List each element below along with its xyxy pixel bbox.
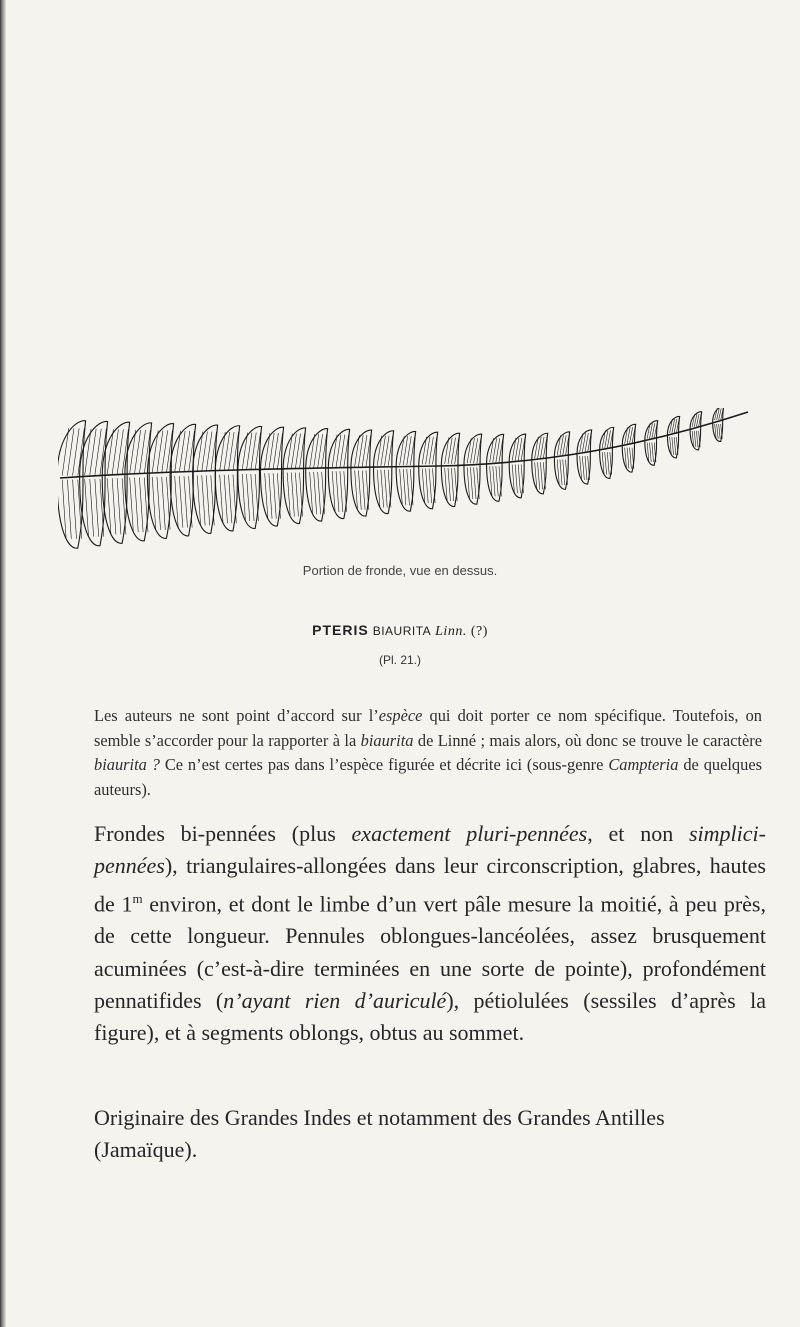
desc-unit-sup: m — [132, 890, 143, 906]
vein-line — [607, 452, 609, 474]
vein-line — [179, 476, 182, 528]
desc-text-1: Frondes bi-pennées (plus — [94, 821, 352, 846]
pinna-lower — [193, 473, 216, 533]
vein-line — [85, 429, 91, 475]
intro-italic-4: Campteria — [608, 755, 679, 774]
vein-line — [67, 480, 71, 539]
vein-line — [90, 479, 94, 537]
vein-line — [585, 433, 588, 452]
vein-line — [117, 478, 121, 534]
vein-line — [291, 473, 294, 517]
vein-line — [73, 428, 80, 475]
vein-line — [518, 438, 522, 461]
vein-line — [189, 476, 192, 528]
vein-line — [403, 469, 406, 505]
desc-italic-3: n’ayant rien d’auriculé — [223, 987, 447, 1013]
vein-line — [202, 431, 208, 471]
intro-text-3: de Linné ; mais alors, où donc se trouve le caractère — [413, 730, 762, 750]
vein-line — [448, 468, 450, 501]
vein-line — [470, 467, 472, 499]
vein-line — [255, 474, 258, 521]
vein-line — [139, 478, 143, 533]
vein-line — [162, 430, 168, 472]
intro-text-2: qui doit porter ce nom spécifique. Toutefois, on semble s’accorder pour la rapporter à la — [94, 706, 762, 750]
vein-line — [265, 433, 270, 469]
vein-line — [540, 437, 544, 458]
desc-text-2: , et non — [587, 821, 689, 846]
origin-paragraph — [94, 1102, 766, 1167]
intro-paragraph — [94, 704, 762, 802]
vein-line — [336, 471, 339, 512]
vein-line — [295, 473, 298, 517]
intro-text-1: Les auteurs ne sont point d’accord sur l’ — [94, 706, 379, 725]
vein-line — [355, 435, 360, 466]
vein-line — [652, 443, 654, 462]
vein-line — [540, 462, 542, 489]
vein-line — [493, 438, 497, 462]
pinna-lower — [283, 471, 304, 524]
plate-reference: (Pl. 21.) — [378, 653, 421, 667]
desc-italic-1: exactement pluri-pennées — [351, 821, 588, 846]
vein-line — [474, 438, 478, 463]
vein-line — [694, 431, 696, 447]
intro-italic-3: biaurita ? — [94, 755, 160, 774]
vein-line — [318, 472, 321, 514]
genus-name: PTERIS — [312, 622, 369, 638]
vein-line — [627, 427, 630, 443]
pinna-lower — [328, 469, 347, 518]
vein-line — [696, 431, 698, 447]
vein-line — [112, 478, 116, 534]
vein-line — [211, 475, 214, 525]
vein-line — [314, 472, 317, 514]
vein-line — [117, 429, 123, 474]
vein-line — [224, 432, 230, 471]
vein-line — [67, 428, 74, 475]
authority: Linn. — [435, 624, 467, 639]
vein-line — [518, 465, 520, 494]
pinna-lower — [238, 472, 260, 529]
vein-line — [107, 429, 113, 474]
vein-line — [362, 435, 367, 466]
pinna-lower — [147, 475, 171, 539]
vein-line — [493, 466, 495, 496]
vein-line — [496, 466, 498, 496]
vein-line — [358, 470, 361, 509]
vein-line — [206, 431, 212, 471]
vein-line — [184, 476, 187, 528]
vein-line — [362, 470, 365, 509]
vein-line — [451, 438, 455, 464]
vein-line — [273, 433, 278, 469]
vein-line — [157, 477, 161, 530]
vein-line — [560, 435, 563, 455]
vein-line — [630, 448, 632, 469]
vein-line — [340, 471, 343, 512]
vein-line — [273, 473, 276, 518]
vein-line — [251, 433, 256, 470]
vein-line — [627, 448, 629, 469]
vein-line — [607, 430, 610, 448]
vein-line — [429, 437, 433, 465]
vein-line — [166, 477, 170, 530]
intro-text-4: Ce n’est certes pas dans l’espèce figurée et décrite ici (sous-genre — [159, 755, 609, 774]
vein-line — [220, 432, 226, 471]
vein-line — [560, 459, 562, 485]
vein-line — [287, 434, 292, 469]
vein-line — [515, 465, 517, 494]
vein-line — [73, 480, 77, 539]
pinna-lower — [170, 474, 193, 536]
species-name: BIAURITA — [372, 624, 432, 638]
vein-line — [247, 474, 250, 521]
vein-line — [269, 473, 272, 518]
pinna-lower — [351, 468, 370, 516]
vein-line — [202, 475, 205, 525]
species-title — [0, 622, 800, 640]
vein-line — [242, 433, 247, 470]
vein-line — [474, 467, 476, 499]
vein-line — [451, 468, 453, 501]
vein-line — [206, 475, 209, 525]
vein-line — [229, 475, 232, 523]
vein-line — [630, 427, 633, 443]
vein-line — [336, 435, 341, 468]
description-paragraph — [94, 818, 766, 1049]
vein-line — [175, 431, 181, 472]
vein-line — [322, 472, 325, 514]
vein-line — [314, 434, 319, 468]
vein-line — [719, 424, 721, 439]
vein-line — [295, 434, 300, 469]
vein-line — [384, 470, 387, 508]
desc-italic-2: simplici-pennées — [94, 821, 766, 879]
vein-line — [229, 432, 235, 471]
vein-line — [269, 433, 274, 469]
vein-line — [340, 435, 345, 468]
vein-line — [426, 468, 429, 503]
vein-line — [135, 430, 141, 474]
vein-line — [139, 430, 145, 474]
intro-text-5: de quelques auteurs). — [94, 755, 762, 799]
vein-line — [162, 477, 166, 530]
vein-line — [247, 433, 252, 470]
vein-line — [277, 473, 280, 518]
vein-line — [179, 431, 185, 472]
vein-line — [384, 436, 389, 466]
figure-caption: Portion de fronde, vue en dessus. — [302, 563, 498, 578]
vein-line — [605, 430, 608, 448]
vein-line — [62, 428, 68, 475]
vein-line — [299, 473, 302, 517]
vein-line — [674, 437, 676, 455]
pinna-lower — [102, 476, 127, 543]
vein-line — [152, 430, 158, 472]
vein-line — [649, 443, 651, 462]
vein-line — [538, 462, 540, 489]
vein-line — [496, 438, 500, 462]
vein-line — [448, 438, 452, 464]
vein-line — [407, 436, 411, 465]
pinna-lower — [125, 476, 149, 541]
vein-line — [563, 435, 566, 455]
vein-line — [429, 468, 432, 503]
pinna-lower — [260, 471, 281, 526]
vein-line — [95, 479, 99, 537]
vein-line — [95, 429, 101, 475]
vein-line — [403, 436, 407, 465]
vein-line — [291, 434, 296, 469]
desc-text-5: ), pétiolulées (sessiles d’après la figure), et à segments oblongs, obtus au sommet. — [94, 987, 766, 1046]
desc-text-3: ), triangulaires-allongées dans leur circonscription, glabres, hautes de 1 — [94, 853, 766, 916]
vein-line — [358, 435, 363, 466]
fern-frond-illustration — [58, 408, 758, 558]
vein-line — [251, 474, 254, 521]
vein-line — [582, 456, 584, 480]
vein-line — [605, 452, 607, 474]
vein-line — [717, 424, 719, 439]
vein-line — [332, 435, 337, 468]
vein-line — [407, 469, 410, 505]
desc-text-4: environ, et dont le limbe d’un vert pâle mesure la moitié, à peu près, de cette longueur. Pennules oblongues-lancéolées, assez brusquement acuminées (c’est-à-dire terminées en une sorte de pointe), profondément pennatifides ( — [94, 890, 766, 1013]
vein-line — [538, 437, 542, 458]
pinna-lower — [215, 473, 237, 531]
vein-line — [197, 431, 203, 471]
vein-line — [381, 470, 384, 508]
vein-line — [310, 434, 315, 468]
vein-line — [582, 433, 585, 452]
vein-line — [135, 478, 139, 533]
vein-line — [672, 437, 674, 455]
vein-line — [224, 475, 227, 523]
origin-text: Originaire des Grandes Indes et notamment des Grandes Antilles (Jamaïque). — [94, 1105, 665, 1163]
vein-line — [112, 429, 118, 474]
vein-line — [90, 429, 96, 475]
vein-line — [515, 438, 519, 461]
vein-line — [318, 434, 323, 468]
query-mark: (?) — [470, 624, 488, 639]
vein-line — [426, 437, 430, 465]
pinna-lower — [306, 470, 326, 521]
vein-line — [184, 431, 190, 472]
intro-italic-2: biaurita — [360, 730, 414, 750]
vein-line — [470, 438, 474, 463]
vein-line — [381, 436, 386, 466]
vein-line — [233, 475, 236, 523]
vein-line — [563, 459, 565, 485]
pinna-lower — [374, 468, 392, 514]
vein-line — [585, 456, 587, 480]
frond-segments — [58, 408, 724, 548]
vein-line — [157, 430, 163, 472]
vein-line — [130, 430, 136, 474]
intro-italic-1: espèce — [378, 706, 423, 725]
